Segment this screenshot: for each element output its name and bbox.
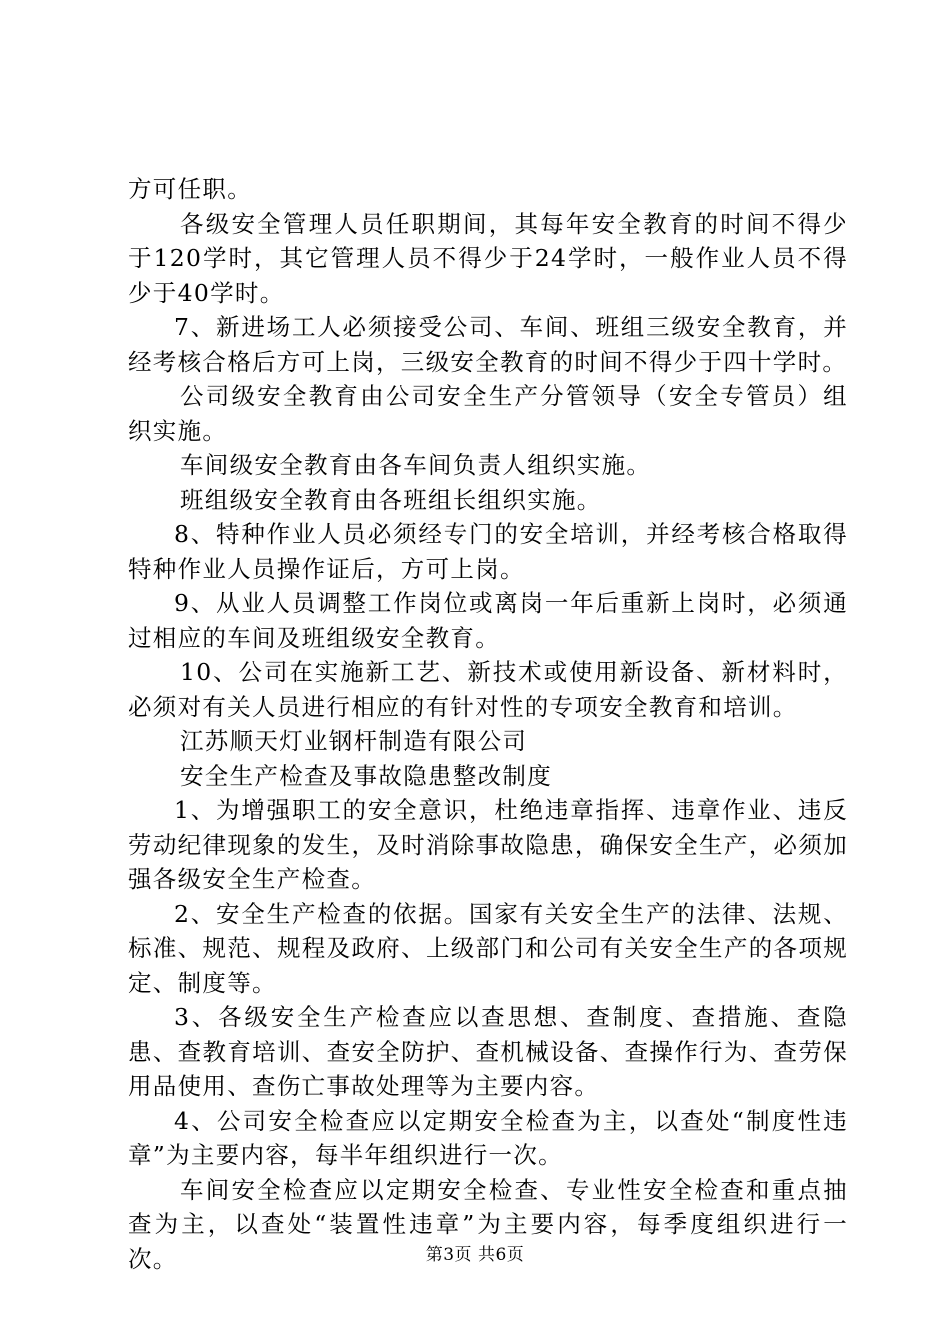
section-title: 安全生产检查及事故隐患整改制度 bbox=[180, 761, 552, 790]
paragraph-check-1: 1、为增强职工的安全意识，杜绝违章指挥、违章作业、违反劳动纪律现象的发生，及时消除事故隐患，确保安全生产，必须加强各级安全生产检查。 bbox=[128, 796, 848, 893]
paragraph-team-level: 班组级安全教育由各班组长组织实施。 bbox=[180, 485, 602, 514]
paragraph-item-7: 7、新进场工人必须接受公司、车间、班组三级安全教育，并经考核合格后方可上岗，三级安全教育的时间不得少于四十学时。 bbox=[128, 313, 848, 376]
paragraph-item-10: 10、公司在实施新工艺、新技术或使用新设备、新材料时，必须对有关人员进行相应的有针对性的专项安全教育和培训。 bbox=[128, 658, 848, 721]
paragraph-workshop-check: 车间安全检查应以定期安全检查、专业性安全检查和重点抽查为主，以查处“装置性违章”为主要内容，每季度组织进行一次。 bbox=[128, 1175, 848, 1273]
paragraph-check-3: 3、各级安全生产检查应以查思想、查制度、查措施、查隐患、查教育培训、查安全防护、查机械设备、查操作行为、查劳保用品使用、查伤亡事故处理等为主要内容。 bbox=[128, 1003, 848, 1100]
paragraph-company-level: 公司级安全教育由公司安全生产分管领导（安全专管员）组织实施。 bbox=[128, 382, 848, 445]
paragraph-continuation: 方可任职。 bbox=[128, 175, 252, 203]
paragraph-training-hours: 各级安全管理人员任职期间，其每年安全教育的时间不得少于120学时，其它管理人员不得少于24学时，一般作业人员不得少于40学时。 bbox=[128, 209, 848, 307]
paragraph-check-2: 2、安全生产检查的依据。国家有关安全生产的法律、法规、标准、规范、规程及政府、上级部门和公司有关安全生产的各项规定、制度等。 bbox=[128, 899, 848, 997]
company-name: 江苏顺天灯业钢杆制造有限公司 bbox=[180, 727, 528, 755]
page-number: 第3页 共6页 bbox=[425, 1245, 525, 1265]
document-body bbox=[128, 172, 848, 1276]
paragraph-check-4: 4、公司安全检查应以定期安全检查为主，以查处“制度性违章”为主要内容，每半年组织进行一次。 bbox=[128, 1106, 848, 1169]
paragraph-workshop-level: 车间级安全教育由各车间负责人组织实施。 bbox=[180, 451, 652, 479]
paragraph-item-9: 9、从业人员调整工作岗位或离岗一年后重新上岗时，必须通过相应的车间及班组级安全教育。 bbox=[128, 589, 848, 652]
paragraph-item-8: 8、特种作业人员必须经专门的安全培训，并经考核合格取得特种作业人员操作证后，方可上岗。 bbox=[128, 520, 848, 583]
